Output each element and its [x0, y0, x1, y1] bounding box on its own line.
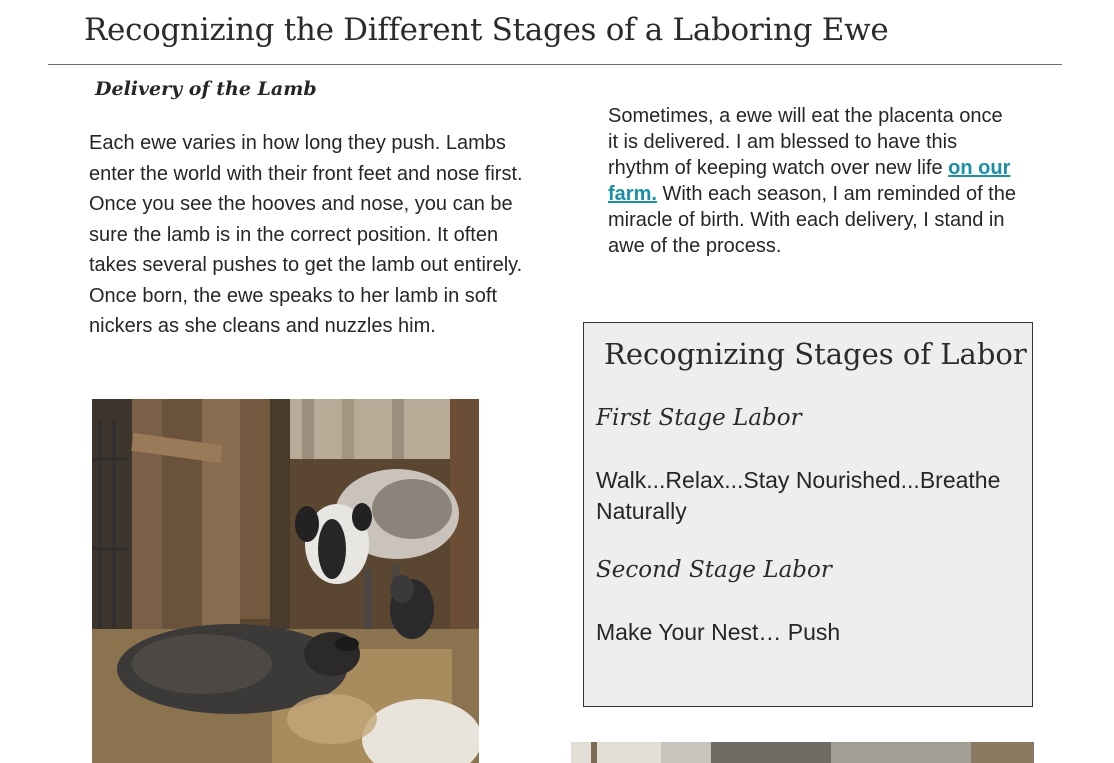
- labor-stages-box: [583, 322, 1033, 707]
- right-paragraph: [608, 103, 1018, 259]
- ewe-labor-photo: [92, 399, 479, 763]
- section-heading: Delivery of the Lamb: [95, 78, 317, 100]
- sheep-photo: [571, 742, 1034, 763]
- title-divider: [48, 64, 1062, 65]
- second-stage-text: Make Your Nest… Push: [596, 619, 841, 645]
- box-title: Recognizing Stages of Labor: [604, 337, 1027, 371]
- farm-link[interactable]: on our farm.: [608, 157, 1011, 205]
- second-stage-heading: Second Stage Labor: [596, 557, 832, 583]
- left-paragraph: Each ewe varies in how long they push. Lambs enter the world with their front feet and nose first. Once you see the hooves and nose, you can be sure the lamb is in the correct position. It often takes several pushes to get the lamb out entirely. Once born, the ewe speaks to her lamb in soft nickers as she cleans and nuzzles him.: [89, 132, 523, 337]
- right-paragraph-end: With each season, I am reminded of the miracle of birth. With each delivery, I stand in awe of the process.: [608, 183, 1016, 257]
- first-stage-heading: First Stage Labor: [596, 405, 802, 431]
- first-stage-text: Walk...Relax...Stay Nourished...Breathe Naturally: [596, 467, 1001, 524]
- right-paragraph-start: Sometimes, a ewe will eat the placenta once it is delivered. I am blessed to have this rhythm of keeping watch over new life: [608, 105, 1003, 179]
- page-title: Recognizing the Different Stages of a Laboring Ewe: [84, 12, 889, 48]
